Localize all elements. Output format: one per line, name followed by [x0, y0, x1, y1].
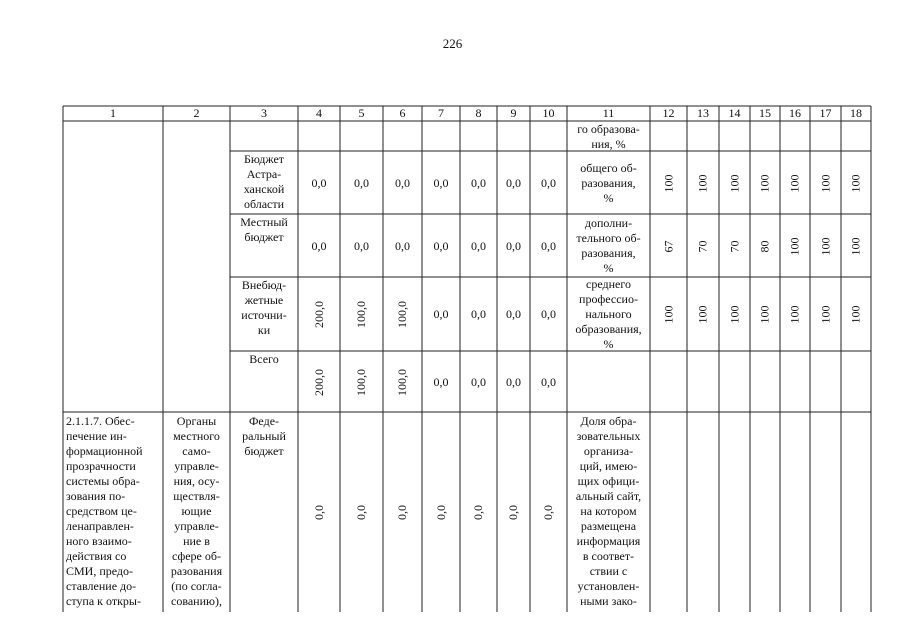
additional-target-col17: 100: [818, 237, 832, 255]
additional-target-col16: 100: [787, 237, 802, 255]
column-header-11: 11: [602, 106, 615, 120]
federal-value-2016: 0,0: [395, 505, 409, 520]
regional-value-2019: 0,0: [506, 175, 521, 190]
regional-value-2018: 0,0: [471, 175, 486, 190]
federal-value-2020: 0,0: [541, 505, 555, 520]
source-total: Всего: [249, 352, 279, 366]
source-federal-budget: Феде- ральный бюджет: [242, 414, 286, 458]
regional-value-2014: 0,0: [311, 175, 327, 190]
column-header-4: 4: [316, 106, 322, 120]
column-header-16: 16: [789, 106, 801, 120]
local-value-2016: 0,0: [395, 238, 410, 253]
vocational-target-col15: 100: [757, 305, 772, 324]
federal-value-2015: 0,0: [354, 505, 368, 520]
total-value-2019: 0,0: [506, 374, 521, 389]
extra-value-2015: 100,0: [354, 301, 368, 328]
column-header-14: 14: [728, 106, 741, 120]
local-value-2020: 0,0: [541, 238, 556, 253]
column-header-7: 7: [438, 106, 444, 120]
total-value-2020: 0,0: [541, 374, 556, 389]
indicator-additional-education: дополни- тельного об- разования, %: [576, 216, 641, 275]
local-value-2019: 0,0: [506, 238, 521, 253]
total-value-2015: 100,0: [354, 368, 368, 396]
extra-value-2016: 100,0: [395, 301, 409, 328]
page-number: 226: [442, 36, 463, 51]
column-header-1: 1: [110, 106, 116, 120]
total-value-2014: 200,0: [311, 368, 326, 396]
local-value-2015: 0,0: [354, 238, 369, 253]
extra-value-2019: 0,0: [506, 307, 521, 321]
federal-value-2017: 0,0: [433, 505, 448, 520]
federal-value-2019: 0,0: [506, 505, 520, 520]
source-regional-budget: Бюджет Астра- ханской области: [243, 152, 285, 211]
vocational-target-col18: 100: [848, 305, 863, 324]
extra-value-2014: 200,0: [311, 301, 326, 328]
column-header-9: 9: [510, 106, 517, 120]
column-header-18: 18: [850, 106, 862, 120]
extra-value-2018: 0,0: [471, 307, 486, 321]
extra-value-2017: 0,0: [433, 307, 449, 321]
federal-value-2018: 0,0: [471, 505, 485, 520]
extra-value-2020: 0,0: [541, 307, 556, 321]
vocational-target-col17: 100: [818, 305, 832, 324]
column-header-10: 10: [542, 106, 555, 120]
source-local-budget: Местный бюджет: [240, 215, 288, 244]
additional-target-col12: 67: [661, 240, 675, 252]
indicator-continuation: го образова- ния, %: [577, 122, 640, 151]
column-header-15: 15: [759, 106, 771, 120]
regional-value-2020: 0,0: [541, 175, 556, 190]
vocational-target-col16: 100: [787, 305, 802, 324]
general-target-col15: 100: [757, 174, 772, 192]
executor-local-authorities: Органы местного само- управле- ния, осу- ществля- ющие управле- ние в сфере об- разования (по согла- сованию),: [170, 414, 223, 608]
general-target-col12: 100: [661, 174, 675, 192]
regional-value-2015: 0,0: [354, 175, 369, 190]
column-header-8: 8: [475, 106, 482, 120]
federal-value-2014: 0,0: [311, 505, 326, 520]
column-header-5: 5: [358, 106, 365, 120]
column-header-12: 12: [662, 106, 675, 120]
general-target-col17: 100: [818, 174, 832, 192]
regional-value-2016: 0,0: [395, 175, 410, 190]
general-target-col18: 100: [848, 174, 863, 192]
column-header-3: 3: [261, 106, 267, 120]
additional-target-col18: 100: [848, 237, 863, 255]
total-value-2016: 100,0: [395, 368, 409, 396]
column-header-13: 13: [697, 106, 709, 120]
column-header-2: 2: [193, 106, 200, 120]
source-extrabudgetary: Внебюд- жетные источни- ки: [241, 278, 287, 337]
general-target-col16: 100: [787, 174, 802, 192]
column-header-17: 17: [819, 106, 832, 120]
total-value-2017: 0,0: [433, 374, 449, 389]
local-value-2014: 0,0: [311, 238, 327, 253]
vocational-target-col14: 100: [727, 305, 741, 324]
local-value-2018: 0,0: [471, 238, 486, 253]
column-header-6: 6: [399, 106, 406, 120]
total-value-2018: 0,0: [471, 374, 486, 389]
vocational-target-col13: 100: [695, 305, 710, 324]
additional-target-col13: 70: [695, 240, 710, 252]
regional-value-2017: 0,0: [433, 175, 449, 190]
local-value-2017: 0,0: [433, 238, 449, 253]
indicator-general-education: общего об- разования, %: [580, 160, 637, 205]
indicator-official-website-share: Доля обра- зовательных организа- ций, имею- щих офици- альный сайт, на котором размещена информация в соответ- ствии с установлен- ными зако-: [575, 414, 642, 608]
indicator-vocational-education: среднего профессио- нального образования, %: [575, 278, 642, 351]
measure-2-1-1-7: 2.1.1.7. Обес- печение ин- формационной прозрачности системы обра- зования по- средством це- ленаправлен- ного взаимо- действия со СМИ, предо- ставление до- ступа к откры-: [66, 414, 143, 608]
general-target-col14: 100: [727, 174, 741, 192]
additional-target-col14: 70: [727, 240, 741, 252]
general-target-col13: 100: [695, 174, 710, 192]
vocational-target-col12: 100: [661, 305, 675, 324]
additional-target-col15: 80: [757, 240, 772, 252]
